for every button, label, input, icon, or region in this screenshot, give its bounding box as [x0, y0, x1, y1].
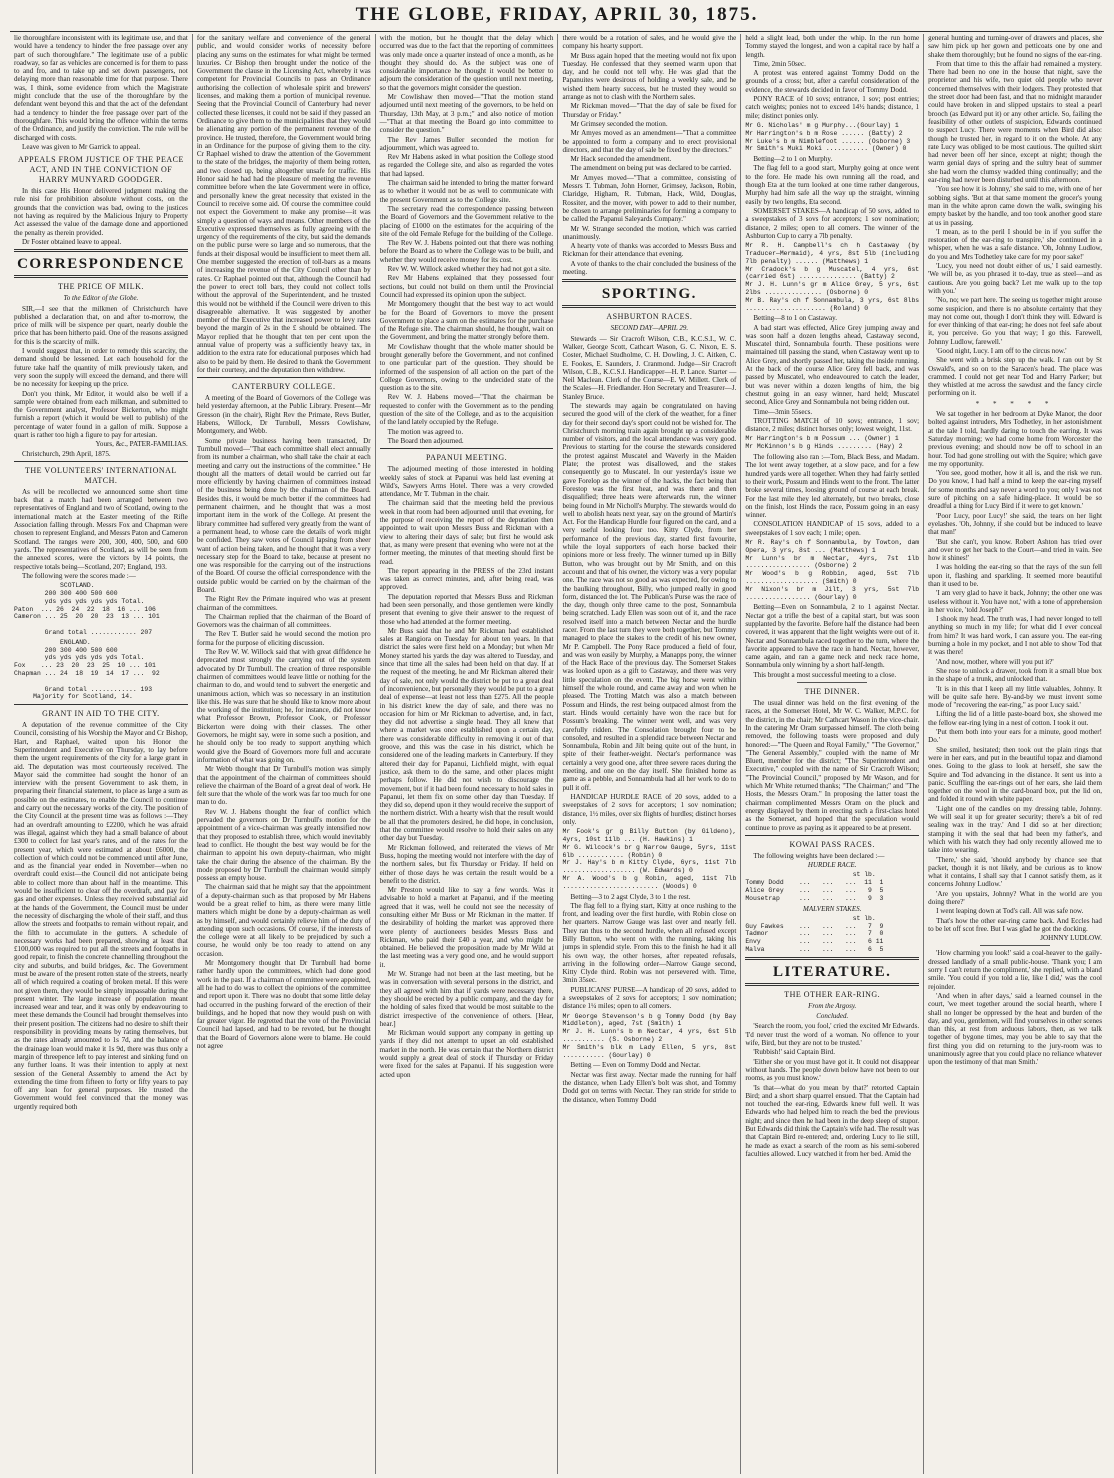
section-divider [745, 983, 919, 986]
article-paragraph: The Rev James Buller seconded the motion for adjournment, which was agreed to. [379, 135, 554, 152]
law-paragraph: Leave was given to Mr Garrick to appeal. [22, 142, 141, 151]
story-concluded: Concluded. [816, 1012, 849, 1021]
story-paragraph: I was holding the ear-ring so that the rays of the sun fell upon it, flashing and sparkling. It seemed more beautiful than it used to be. [928, 563, 1102, 588]
story-paragraph: 'No, no; we part here. The seeing us together might arouse some suspicion, and there is no absolute certainty that they may not come out, though I don't think they will. Edward is for ever thinking of that ear-ring; he does not feel safe about it, you perceive. Go you that way; I go this. Farewell, Johnny Ludlow, farewell.' [928, 296, 1102, 346]
story-paragraph: 'Lucy, you need not doubt either of us,' I said earnestly. 'We will be, as you phrased it to-day, true as steel—and as cautious. Are you going back? Let me walk up to the top with you.' [928, 262, 1102, 295]
article-paragraph: Stewards — Sir Cracroft Wilson, C.B., K.C.S.I., W. C. Walker, George Scott, Cathcart Wason, G. C. Nixon, E. S. Coster, Michael Studholme, C. H. Dowling, J. C. Aitken, C. E. Fookes, E. Saunders, J. Cranmond. Judge—Sir Cracroft Wilson, C.B., K.C.S.I. Handicapper—H. P. Lance. Starter —Neil Maclean. Clerk of the Course—E. W. Millett. Clerk of the Scales—H. Friedlander. Hon Secretary and Treasurer—J. Stanley Bruce. [562, 334, 737, 401]
article-paragraph: The stewards may again be congratulated on having secured the good will of the clerk of the weather, for a finer day for their second day's sport could not be wished for. The Christchurch morning train again brought up a considerable number of visitors, and the local attendance was very good. Previous to starting for the course the stewards considered the protest against Muscatel and Waverly in the Maiden Plate; the protest was disallowed, and the stakes consequently go to Muscatel. In our yesterday's issue we gave Forelop as the winner of the hacks, the fact being that Forestop was the first heat, and was there and then disqualified; three heats were afterwards run, the winner being found in Mr Nicholl's Murphy. The stewards would do well to abolish heats next year, say on the ground of Martin's Act. For the Handicap Hurdle four figured on the card, and a very useful looking four too. Kitty Clyde, from her performance of the previous day, started first favourite, while the loyal supporters of each horse backed their opinions more or less freely. The winner turned up in Billy Button, who was brought out by Mr Smith, and on this account and that of his owner, the victory was a very popular one. The race was not so good as was expected, for owing to the baulking throughout, Billy, who jumped really in good form, distanced the lot. The Publican's Purse was the race of the day, though only three came to the post, Sonnambula being scratched. Lady Ellen was soon out of it, and the race resolved itself into a match between Nectar and the hurdle racer. From the last turn they were both together, but Tommy managed to place the stakes to the credit of his new owner, Mr P. Campbell. The Pony Race produced a field of four, and was won easily by Murphy, a Manapps pony, the winner of the Hack Race of the previous day. The Somerset Stakes was looked upon as a gift to Castaway, and there was very little speculation on the event. The big horse went within himself the whole round, and came away and won when he pleased. The Trotting Match was also a match between Possum and Hinds, the rest being outpaced almost from the start. Hinds would certainly have won the race but for Possum's breaking. The winner went well, and was very carefully ridden. The Consolation brought four to be consoled, and resulted in a splendid race between Nectar and Sonnambula, Robin and Jilt being quite out of the hunt, in spite of their feather-weight. Nectar's performance was certainly a very good one, after three severe races during the meeting, and one on the day itself. She finished home as game as a pebble, and Sonnambula had all her work to do to pull it off. [562, 401, 737, 792]
story-paragraph: 'But she can't, you know. Robert Ashton has tried over and over to get her back to the Court—and tried in vain. See how it shines!' [928, 537, 1102, 563]
section-divider [562, 279, 736, 282]
article-paragraph: A meeting of the Board of Governors of the College was held yesterday afternoon, at the Public Library. Present—Mr Gresson (in the chair), Right Rev the Primate, Revs Butler, Habens, Willock, Dr Turnbull, Messrs Cowlishaw, Montgomery, and Webb. [196, 394, 371, 436]
column-2 [193, 34, 376, 1474]
article-paragraph: Mr W. Strange seconded the motion, which was carried unanimously. [562, 224, 737, 241]
article-paragraph: Mr Cowlishaw thought that the whole matter should be brought generally before the Government, and not confined to one particular part of the question. They should be informed of the suspension of all action on the part of the College Governors, owing to the undecided state of the question as to the site. [379, 342, 554, 393]
article-paragraph: A protest was entered against Tommy Dodd on the grounds of a cross; but, after a careful consideration of the evidence, the stewards decided in favor of Tommy Dodd. [745, 69, 920, 94]
story-paragraph: From that time to this the affair had remained a mystery. There had been no one in the house that night, save the proprietor and his wife, two quiet old people who never concerned themselves with their lodgers. They protested that the street door had been fast, and that no midnight marauder could have broken in and slipped upstairs to steal a pearl brooch (as Edward put it) or any other article. So, failing the feasibility of other outlets of suspicion, Edwards continued to suspect Lucy. There were moments when Bird did also: though he trusted her, in regard to it on the whole. At any rate Lucy was obliged to be most cautious. The quilted skirt had never been off her since, except at night; though the warm genial days of spring and the sultry heat of summer she had worn the clumsy wadded thing continually; and the ear-ring had never been disturbed until this afternoon. [928, 59, 1102, 185]
article-paragraph: Mr Webb thought that Dr Turnbull's motion was simply that the appointment of the chairman of committees should relieve the chairman of the Board of a great deal of work. He felt sure that the whole of the work was far too much for one man to do. [196, 765, 371, 807]
article-paragraph: Rev W. J. Habens thought the fear of conflict which pervaded the governors on Dr Turnbull's motion for the appointment of a vice-chairman was greatly intensified now that they proposed to establish three, which would inevitably lead to conflict. He thought the best way would be for the chairman to appoint his own deputy-chairman, who might take the chair during the absence of the chairman. By the mode proposed by Dr Turnbull the chairman would simply possess an empty house. [196, 807, 371, 883]
hurdle-label: HURDLE RACE. [807, 861, 857, 870]
column-3 [376, 34, 559, 1474]
article-paragraph: The flag fell to a good start, Murphy going at once went to the fore. He made his own running all the road, and though Eta at the turn looked at one time rather dangerous, Murphy had him safe all the way up the straight, winning easily by two lengths, Eta second. [745, 164, 920, 206]
story-paragraph: 'Search the room, you fool,' cried the excited Mr Edwards. 'I'd never trust the word of a woman. No offence to your wife, Bird, but they are not to be trusted.' [745, 1022, 920, 1048]
race-result-table: Mr R. Ray's ch f Sonnambula, by Towton, dam Opera, 3 yrs, 8st ... (Matthews) 1 Mr Lunn's br m Nectar, 4yrs, 7st 1lb ................. (Osborne) 2 Mr Wood's b g Robbin, aged, 5st 7lb ................... (Smith) 0 Mr Nixon's br m Jilt, 3 yrs, 5st 7lb ................. (Gourlay) 0 [745, 539, 920, 601]
section-divider [14, 704, 188, 705]
race-result-table: Mr G. Nicholas' m g Murphy...(Gourlay) 1 Mr Harrington's b m Rose ...... (Batty) 2 Mr Luke's b m Nimblefoot ...... (Osborne) 3 Mr Smith's Muki Moki ........... (Owner) 0 [745, 121, 911, 153]
article-paragraph: The usual dinner was held on the first evening of the races, at the Somerset Hotel, Mr W. C. Walker, M.P.C. for the district, in the chair; Mr Cathcart Wason in the vice-chair. In the catering Mr Oram surpassed himself. The cloth being removed, the following toasts were proposed and duly honored:—"The Queen and Royal Family," "The Governor," "The General Assembly," coupled with the name of Mr Bluett, member for the district; "The Superintendent and Executive," coupled with the name of Sir Cracroft Wilson; "The Provincial Council," proposed by Mr Wason, and for which Mr White returned thanks; "The Chairman;" and "The Hosts, the Messrs Oram." In proposing the latter toast the chairman complimented Messrs Oram on the pluck and energy displayed by them in erecting such a first-class hotel as the Somerset, and hoped that the speculation would continue to prove as paying as it appeared to be at present. [745, 699, 920, 832]
masthead-rule [10, 31, 1104, 32]
article-paragraph: Mr Rickman followed, and reiterated the views of Mr Buss, hoping the meeting would not interfere with the day of the northern sales, but fix Thursday or Friday. If held on either of those days he was certain the result would be a benefit to the district. [379, 843, 554, 885]
column-4 [558, 34, 741, 1474]
story-paragraph: She rose to unlock a drawer, took from it a small blue box in the shape of a trunk, and unlocked that. [928, 666, 1102, 684]
article-paragraph: A bad start was effected, Alice Grey jumping away and was soon half a dozen lengths ahead, Castaway second, Muscatel third, Sonnambula fourth. These positions were maintained till passing the stand, when Castaway went up to Alice Grey, and shortly passed her, taking the inside running. At the back of the course Alice Grey fell back, and was passed by Muscatel, who endeavoured to catch the leader, but was never within a dozen lengths of him, the big chestnut going in an easy winner, hard held; Muscatel second, Alice Grey and Sonnambula not being ridden out. [745, 323, 920, 407]
article-paragraph: Some private business having been transacted, Dr Turnbull moved—"That each committee shall elect annually from its number a chairman, who shall take the chair at each meeting and carry out the instructions of the committee." He thought all the matters of detail would be carried out far more efficiently by having chairmen of committees instead of the business being done by the chairman of the Board. Besides this, it would be much better if the committees had permanent chairmen, and he thought that was a most important item in the work of the College. At present the library committee had suffered very greatly from the want of a permanent head, to whose care the details of work might be confided. They saw votes of Council lapsing from sheer want of action being taken, and he thought that it was a very necessary step for the Board to take, because at present no one was responsible for the carrying out of the instructions of the Board. Of course the official correspondence with the outside public would be carried on by the chairman of the Board. [196, 436, 371, 594]
letter-signature: Yours, &c., PATER-FAMILIAS. [95, 440, 188, 449]
section-divider [14, 249, 188, 252]
england-score-table: ENGLAND. 200 300 400 500 600 yds yds yds yds yds Total. Fox ... 23 20 23 25 10 ... 101 Chapman ... 24 18 19 14 17 ... 92 Grand total ............ 193 Majority for Scotland, 14. [14, 638, 160, 701]
hurdle-weights-table: st lb. Tommy Dodd ... ... ... 11 1 Alice Grey ... ... ... 9 5 Mousetrap ... ... ... 9 3 [745, 871, 884, 902]
article-paragraph: The following were the scores made :— [22, 571, 136, 580]
article-paragraph: Mr Buss said that he and Mr Rickman had established sales at Rangiora on Tuesday for about ten years. In that district the sales were first held on a Monday; but when Mr Money started his yards the day was altered to Tuesday, and since that time all the sales had been held on that day. If at the request of the meeting, he and Mr Rickman altered their day of sale, not only would the district be put to a great deal of inconvenience, but personally they would be put to a great deal of expense—at least not less than £275. All the people in his district knew the day of sale, and there was no occasion for him or Mr Rickman to advertise, and, in fact, they did not advertise a single head. They all knew that where a market was once established upon a certain day, there was considerable difficulty in removing it out of that groove, and this was the case in his district, which he considered one of the leading markets in Canterbury. If they altered their day for Papanui, Lichfield might, with equal justice, ask them to do the same, and other places might perhaps follow. He did not wish to discourage the movement, but if it had been found necessary to hold sales in Papanui, let them fix on some other day than Tuesday. If they did so, depend upon it they would receive the support of the northern district. With a hearty wish that the result would be all that the promoters desired, he did hope, in conclusion, that the committee would resolve to hold their sales on any other day but Tuesday. [379, 626, 554, 843]
section-divider [980, 945, 1050, 946]
article-paragraph: Rev Mr Habens asked in what position the College stood as regarded the College site, and also as regarded the votes that had lapsed. [379, 153, 554, 178]
story-paragraph: She went with a brisk step up the walk. I ran out by St Oswald's, and so on to the Saracen's head. The place was crammed. I could not get near Tod and Harry Parker; but they whistled at me across the sawdust and the fancy circle performing on it. [928, 356, 1102, 398]
article-paragraph: A hearty vote of thanks was accorded to Messrs Buss and Rickman for their attendance that evening. [562, 242, 737, 259]
article-paragraph: The Rev W. J. Habens pointed out that there was nothing before the Board as to where the College was to be built, and whether they would receive money for its cost. [379, 239, 554, 264]
letter-paragraph: SIR,—I see that the milkmen of Christchurch have published a declaration that, on and after to-morrow, the price of milk will be sixpence per quart, nearly double the price that has been hitherto paid. One of the reasons assigned for this is the scarcity of milk. [14, 304, 188, 346]
article-paragraph: The Rev W. W. Willock said that with great diffidence he deprecated most strongly the carrying out of the system advocated by Dr Turnbull. The creation of three responsible chairmen of committees would leave little or nothing for the chairman to do, and would tend to subvert the energetic and unanimous action, which was so necessary in an institution like this. He was sure that he should like to know more about the working of the institution; he, for instance, did not know what Professor Brown, Professor Cook, or Professor Bickerton were doing with their classes. The other Governors, he might say, were in some such a position, and he should only be too ready to support anything which would give the Board of Governors more full and accurate information of what was going on. [196, 648, 371, 764]
article-paragraph: Mr Montgomery thought that the best way to act would be for the Board of Governors to move the present Government to place a sum on the estimates for the purchase of the Refuge site. The chairman should, he thought, wait on the Government, and bring the matter strongly before them. [379, 300, 554, 342]
column-5 [741, 34, 924, 1474]
article-paragraph: Time, 2min 50sec. [753, 59, 806, 68]
story-paragraph: 'Either she or you must have got it. It could not disappear without hands. The people down below have not been to our rooms, as you must know.' [745, 1057, 920, 1083]
story-paragraph: 'I am very glad to have it back, Johnny; the other one was useless without it. You have not,' with a tone of apprehension in her voice, 'told Joseph?' [928, 589, 1102, 614]
race-conditions: PUBLICANS' PURSE—A handicap of 20 sovs, added to a sweepstakes of 2 sovs for acceptors; 1 sov nomination; distance 1¼ miles; open to all comers. [562, 985, 737, 1011]
article-paragraph: Nectar was first away. Nectar made the running for half the distance, when Lady Ellen's bolt was shot, and Tommy Dodd got on terms with Nectar. They ran stride for stride to the distance, when Tommy Dodd [562, 1070, 737, 1104]
article-paragraph: A deputation of the revenue committee of the City Council, consisting of his Worship the Mayor and Cr Bishop, Hart, and Raphael, waited upon his Honor the Superintendent and Executive on Thursday, to lay before them the urgent requirements of the city for a large grant in aid. The deputation was most courteously received. The Mayor said the committee had sought the honor of an interview with the present Government to ask them, in preparing their financial statement, to place as large a sum as possible on the estimates, to enable the Council to continue and carry out the necessary works of the city. The position of the City Council at the present time was as follows :—They had an overdraft amounting to £2200, which he was afraid was illegal, against which they had a small balance of about £300 to collect for last year's rates, and of the rates for the present year, which were estimated at about £6000, the collection of which could not be commenced until after June, and as the financial year ended in November—when no overdraft could exist—the Council did not anticipate being able to collect more than about half in the meantime. This would be insufficient to clear off the overdraft, and pay for gas and other expenses. Unless they received substantial aid at the hands of the Government, the Council must be under the necessity of discharging the whole of their staff, and thus allow the streets and footpaths to remain without repair, and the filth to accumulate in the gutters. A schedule of necessary works had been prepared, showing at least that £100,000 was required to put all the streets and footpaths in good repair, to finish the concrete channelling throughout the city and suburbs, and build bridges, &c. The Government must be aware of the present rotten state of the streets, nearly all of which required a coating of broken metal. If this were not given them, they would be simply impassable during the present winter. The large increase of population meant increased wear and tear, and it was only by endeavouring to meet these demands the Council had brought themselves into their present position. The citizens had no desire to shift their responsibility in providing means by rating themselves, but as the rates already amounted to 1s 7d, and the balance of the drainage loan would make it 1s 9d, there was thus only a margin of threepence left to pay interest and sinking fund on any further loans. It was their intention to apply at next session of the General Assembly to amend the Act by extending the time from fifteen to forty or fifty years to pay off any loan for general purposes. He trusted the Government would feel convinced that the money was urgently required both [14, 721, 188, 1111]
story-paragraph: 'Light one of the candles on my dressing table, Johnny. We will seal it up for greater security; there's a bit of red sealing wax in the tray.' And I did so at her direction; stamping it with the seal that had been my father's, and which with his watch they had only recently allowed me to take into wearing. [928, 804, 1102, 855]
article-paragraph: Mr Cowlishaw then moved—"That the motion stand adjourned until next meeting of the governors, to be held on Thursday, 13th May, at 3 p.m.;" and also notice of motion—"That at that meeting the Board go into committee to consider the question." [379, 93, 554, 135]
section-divider [14, 461, 188, 462]
article-paragraph: The Chairman replied that the chairman of the Board of Governors was the chairman of all committees. [196, 612, 371, 630]
columns [10, 34, 1106, 1474]
correspondence-heading: CORRESPONDENCE [17, 256, 185, 273]
letter-addressee: To the Editor of the Globe. [63, 294, 139, 303]
section-divider [562, 305, 736, 308]
law-paragraph: lie thoroughfare inconsistent with its legitimate use, and that would have a tendency to hinder the free passage over any part of such thoroughfare." The legitimate use of a public roadway, so far as vehicles are concerned is for them to pass to and fro, and to take up and set down passengers, not delaying more than reasonable time for that purpose. There was, I think, some evidence from which the Magistrate might conclude that the use of the thoroughfare by the defendant went beyond this and that the act of the defendant had a tendency to hinder the free passage over part of the thoroughfare. This would bring the offence within the terms of the Ordinance, and justify the conviction. The rule will be discharged with costs. [14, 34, 188, 142]
scotland-score-table: SCOTLAND. 200 300 400 500 600 yds yds yds yds yds Total. Paton ... 26 24 22 18 16 ... 106 Cameron ... 25 20 20 23 13 ... 101 Grand total ............ 207 [14, 582, 160, 636]
college-heading: CANTERBURY COLLEGE. [232, 382, 336, 392]
article-paragraph: The Right Rev the Primate inquired who was at present chairman of the committees. [196, 595, 371, 612]
section-divider [380, 448, 554, 449]
article-paragraph: Mr Rickman would support any company in getting up yards if they did not attempt to upset an old established market in the north. He was certain that the Northern district would supply a great deal of stock if Thursday or Friday were fixed for the sales at Papanui. If his suggestion were acted upon [379, 1029, 554, 1079]
race-day-label: SECOND DAY—APRIL 29. [610, 324, 689, 333]
article-paragraph: The following weights have been declared :— [753, 851, 885, 860]
malvern-weights-table: st lb. Guy Fawkes ... ... ... 7 9 Tadmor ... ... ... 7 0 Envy ... ... ... 6 11 Malva ... ... ... 6 5 [745, 914, 884, 954]
article-paragraph: Mr Amyes moved as an amendment—"That a committee be appointed to form a company and to erect provisional directors, and that the day of sale be fixed by the directors." [562, 129, 737, 154]
race-result-table: Mr George Stevenson's b g Tommy Dodd (by Bay Middleton), aged, 7st (Smith) 1 Mr J. H. Lunn's b m Nectar, 4 yrs, 6st 5lb ........... (S. Osborne) 2 Mr Smith's blk m Lady Ellen, 5 yrs, 8st ........... (Gourlay) 0 [562, 1012, 737, 1059]
story-paragraph: I shook my head. The truth was, I had never longed to tell anything so much in my life; for what did I ever conceal from him? It was hard work, I can assure you. The ear-ring burning a hole in my pocket, and I not able to show Tod that it was there! [928, 615, 1102, 657]
volunteers-heading: THE VOLUNTEERS' INTERNATIONAL MATCH. [25, 465, 177, 485]
story-signature: JOHNNY LUDLOW. [1040, 934, 1102, 943]
story-paragraph: 'You see, good mother, how it all is, and the risk we run. Do you know, I had half a mind to keep the ear-ring myself for some months and say never a word to you; only I was not sure of pitching on a safe hiding-place. It would be so dreadful a thing for Lucy Bird if it were to get known.' [928, 469, 1102, 511]
race-conditions: HANDICAP HURDLE RACE of 20 sovs, added to a sweepstakes of 2 sovs for acceptors; 1 sov nomination; distance, 1½ miles, over six flights of hurdles; distinct horses only. [562, 792, 737, 826]
literature-heading: LITERATURE. [773, 963, 892, 980]
story-paragraph: 'There,' she said, 'should anybody by chance see that packet, though it is not likely, and be curious as to know what it contains, I shall say that I cannot satisfy them, as it concerns Johnny Ludlow.' [928, 855, 1102, 889]
section-divider [197, 377, 371, 378]
article-paragraph: Betting—2 to 1 on Murphy. [753, 155, 833, 164]
letter-paragraph: Don't you think, Mr Editor, it would also be well if a sample were obtained from each milkman, and submitted to the Government analyst, Professor Bickerton, who might furnish a report (which it would be well to publish) of the percentage of water found in a gallon of milk. Suppose a quart is rather too high a figure to pay for artesian. [14, 389, 188, 439]
story-source: From the Argosy. [808, 1001, 857, 1010]
article-paragraph: Rev W. W. Willock asked whether they had not got a site. [387, 265, 551, 274]
article-paragraph: Mr Rickman moved—"That the day of sale be fixed for Thursday or Friday." [562, 102, 737, 119]
section-divider [14, 275, 188, 278]
article-paragraph: held a slight lead, both under the whip. In the run home Tommy stayed the longest, and won a capital race by half a length. [745, 34, 920, 59]
article-paragraph: Rev W. J. Habens moved—"That the chairman be requested to confer with the Government as to the pending question of the site of the College, and as to the acquisition of the land lately occupied by the Refuge. [379, 393, 554, 427]
article-paragraph: there would be a rotation of sales, and he would give the company his hearty support. [562, 34, 737, 51]
letter-date: Christchurch, 29th April, 1875. [22, 449, 111, 458]
article-paragraph: Betting—8 to 1 on Castaway. [753, 314, 837, 323]
race-result-table: Mr R. H. Campbell's ch h Castaway (by Traducer—Mermaid), 4 yrs, 8st 5lb (including 7lb penalty) ...... (Matthews) 1 Mr Cradock's b g Muscatel, 4 yrs, 6st (carried 6st) ............... (Batty) 2 Mr J. H. Lunn's gr m Alice Grey, 5 yrs, 6st 2lbs ............... (Osborne) 0 Mr B. Ray's ch f Sonnambula, 3 yrs, 6st 8lbs ..................... (Roland) 0 [745, 242, 920, 312]
story-paragraph: 'Are you upstairs, Johnny? What in the world are you doing there?' [928, 889, 1102, 906]
column-6 [924, 34, 1106, 1474]
letter-heading: THE PRICE OF MILK. [57, 282, 144, 292]
article-paragraph: The adjourned meeting of those interested in holding weekly sales of stock at Papanui was held last evening at Wild's, Sawyers Arms Hotel. There was a very crowded attendance, Mr T. Tubman in the chair. [379, 465, 554, 499]
article-paragraph: Mr Preston would like to say a few words. Was it advisable to hold a market at Papanui, and if the meeting agreed that it was, well he could not see the necessity of consulting either Mr Buss or Mr Rickman in the matter. If the desirability of holding the market was approved there were plenty of auctioneers besides Messrs Buss and Rickman, who paid their £40 a year, and who might be obtained. He believed the proposition made by Mr Wild at the last meeting was a very good one, and he would support it. [379, 886, 554, 969]
masthead-title: THE GLOBE, FRIDAY, APRIL 30, 1875. [355, 4, 759, 25]
article-paragraph: for the sanitary welfare and convenience of the general public, and would consider works of necessity before placing any sums on the estimates for what might be termed luxuries. Cr Bishop then brought under the notice of the Government the clause in the Licensing Act, whereby it was competent for Provincial Councils to pass an Ordinance authorising the collection of wholesale spirit and brewers' licenses, and making them a portion of municipal revenue. Seeing that the Provincial Council of Canterbury had never collected these licenses, it could not be said if they passed an Ordinance to give them to the municipalities that they would be alienating any portion of the permanent revenue of the province. He trusted, therefore, the Government would bring in an Ordinance for the purpose of giving them to the city. Cr Raphael wished to draw the attention of the Government to the state of the bridges, the majority of them being rotten, and two closed up, being altogether unsafe for traffic. His Honor said he had had the pleasure of meeting the revenue committee before when the late Government were in office, and personally knew the great necessity that existed in the Council to receive some aid. Of course the committee could not expect the Government to make any promise—it was simply a question of ways and means. Other members of the Executive expressed themselves as fully agreeing with the urgency of the requirements of the city, but said the demands on the public purse were so large and so numerous, that the funds at their disposal would be insufficient to meet them all. One member suggested the erection of toll-bars as a means of increasing the revenue of the City Council other than by rates. Cr Raphael pointed out that, although the Council had the power to erect toll bars, they could not collect tolls without the approval of the Superintendent, and he trusted this would not be withheld if the Council were driven to this disagreeable alternative. It was suggested by another member of the Executive that increased power to levy rates beyond the margin of 2s in the £ should be obtained. The Mayor replied that he thought that ten per cent upon the annual value of property was a sufficiently heavy tax, in addition to the extra rate for educational purposes which had also to be paid by them. He desired to thank the Government for their courtesy, and the deputation then withdrew. [196, 34, 371, 374]
story-paragraph: 'You see how it is Johnny,' she said to me, with one of her sobbing sighs. 'But at that same moment the grocer's young man in the white apron came down the walk, swinging his empty basket by the handle, and too took another good stare at us in passing. [928, 185, 1102, 227]
race-conditions: TROTTING MATCH of 10 sovs; entrance, 1 sov; distance, 2 miles; distinct horses only; lowest weight, 11st. [745, 416, 920, 434]
column-1 [10, 34, 193, 1474]
article-paragraph: Mr Montgomery thought that Dr Turnbull had borne rather hardly upon the committees, which had done good work in the past. If a chairman of committee were appointed, all he had to do was to collect the opinions of the committee and report upon it. There was no doubt that some little delay had occurred in the pushing forward of the erection of their buildings, and he hoped that now they would push on with far greater vigor. He regretted that the vote of the Provincial Council had lapsed, and had to be revoted, but he thought that the Board of Governors alone were to blame. He could not agree [196, 959, 371, 1051]
grant-heading: GRANT IN AID TO THE CITY. [42, 709, 160, 719]
story-paragraph: 'Rubbish!' said Captain Bird. [753, 1048, 836, 1057]
race-conditions: PONY RACE of 10 sovs; entrance, 1 sov; post entries; catch weights; ponies not to exceed 14½ hands; distance, 1 mile; distinct ponies only. [745, 95, 920, 120]
story-paragraph: She smiled, hesitated; then took out the plain rings that were in her ears, and put in the beautiful topaz and diamond ones. Going to the glass to look at herself, she saw the Squire and Tod advancing in the distance. It sent us into a panic. Scuffling the ear-rings out of her ears, she laid them together on the wool in the card-board box, put the lid on, and folded it round with white paper. [928, 745, 1102, 804]
anecdote-paragraph: 'And when in after days,' said a learned counsel in the court, 'we meet together around the social hearth, where I shall no longer be oppressed by the heat and burden of the day, and you, gentlemen, will find yourselves in other scenes than this, at rest from arduous labors, then, as we talk together of bygone times, may you be able to say that the first thing you did on returning to the jury-room was to unanimously agree that you could place no reliance whatever upon the testimony of that man Smith.' [928, 991, 1102, 1067]
story-paragraph: 'Put them both into your ears for a minute, good mother! Do.' [928, 728, 1102, 745]
article-paragraph: The chairman said he intended to bring the matter forward as to whether it would not be as well to communicate with the present Government as to the College site. [379, 179, 554, 204]
race-result-table: Mr Fook's gr g Billy Button (by Gildeno), 4yrs, 10st 11lb ... (H. Hawkins) 1 Mr G. Wilcock's br g Narrow Gauge, 5yrs, 11st 6lb ............ (Robin) 0 Mr J. Hay's b m Kitty Clyde, 6yrs, 11st 7lb ................... (W. Edwards) 0 Mr A. Wood's b g Robin, aged, 11st 7lb ......................... (Woods) 0 [562, 828, 737, 890]
race-conditions: CONSOLATION HANDICAP of 15 sovs, added to a sweepstakes of 1 sov each; 1 mile; open. [745, 520, 920, 537]
article-paragraph: Mr W. Strange had not been at the last meeting, but he was in conversation with several persons in the district, and they all agreed with him that if yards were necessary there, they should be erected by a public company, and the day for the holding of sales fixed that would be most suitable to the district irrespective of the convenience of others. [Hear, hear.] [379, 970, 554, 1028]
story-paragraph: 'Poor Lucy, poor Lucy!' she said, the tears on her light eyelashes. 'Oh, Johnny, if she could but be induced to leave that man!' [928, 511, 1102, 537]
article-paragraph: The amendment on being put was declared to be carried. [570, 164, 732, 173]
article-paragraph: Betting—3 to 2 agst Clyde, 3 to 1 the rest. [570, 892, 691, 901]
story-paragraph: 'And now, mother, where will you put it?' [936, 657, 1054, 666]
section-stars: * * * * * [975, 399, 1055, 408]
article-paragraph: The motion was agreed to. [387, 427, 464, 436]
article-paragraph: Time—3min 55secs. [753, 407, 813, 416]
papanui-heading: PAPANUI MEETING. [425, 453, 508, 463]
article-paragraph: The Board then adjourned. [387, 436, 464, 445]
race-conditions: SOMERSET STAKES—A handicap of 50 sovs, added to a sweepstakes of 3 sovs for acceptors; 1 sov nomination; distance, 2 miles; open to all comers. The winner of the Ashburton Cup to carry a 7lb penalty. [745, 206, 920, 240]
letter-paragraph: I would suggest that, in order to remedy this scarcity, the demand should be lessened. Let each household for the future take half the quantity of milk previously taken, and very soon the supply will exceed the demand, and there will be no necessity for keeping up the price. [14, 347, 188, 389]
case-subheading: APPEALS FROM JUSTICE OF THE PEACE ACT, AND IN THE CONVICTION OF HARRY MUNYARD GOODGER. [17, 155, 184, 185]
story-paragraph: 'It is in this that I keep all my little valuables, Johnny. It will be quite safe here. By-and-by we must invent some mode of "recovering the ear-ring," as poor Lucy said.' [928, 684, 1102, 710]
story-paragraph: 'Is that—what do you mean by that?' retorted Captain Bird; and a short sharp quarrel ensued. That the Captain had not touched the ear-ring, Edwards knew full well. It was Edwards who had helped him to reach the bed the previous night; and since then he had been in the deep sleep of stupor. But Edwards did think the Captain's wife had. The result was that Captain Bird re-entered; and, ordering Lucy to lie still, he made as exact a search of the room as his semi-sobered faculties allowed. Lucy watched it from her bed. Amid the [745, 1083, 920, 1158]
story-paragraph: general hunting and turning-over of drawers and places, she saw him pick up her gown and petticoats one by one and shake them thoroughly; but he found no signs of the ear-ring. [928, 34, 1102, 59]
kowai-heading: KOWAI PASS RACES. [789, 839, 875, 849]
article-paragraph: Mr Grimsey seconded the motion. [570, 119, 668, 128]
article-paragraph: Mr Amyes moved—"That a committee, consisting of Messrs T. Tubman, John Horner, Grimsey, Jackson, Robin, Claridge, Higham, R. Tubman, Hack, Wild, Douglas, Rossiter, and the mover, with power to add to their number, be chosen to arrange preliminaries for forming a company to be called the Papanui Saleyards Company." [562, 173, 737, 224]
article-paragraph: The report appearing in the PRESS of the 23rd instant was taken as correct minutes, and, after being read, was approved. [379, 566, 554, 592]
article-paragraph: with the motion, but he thought that the delay which occurred was due to the fact that the reporting of committees was only made once a quarter instead of once a month, as he thought they should do. As the subject was one of considerable importance he thought it would be better to adjourn the consideration of the question until next meeting, so that the governors might consider the question. [379, 34, 554, 92]
story-paragraph: 'Good night, Lucy. I am off to the circus now.' [936, 346, 1067, 355]
article-paragraph: As will be recollected we announced some short time back that a match had been arranged between two representatives of England and two of Scotland, owing to the international match at the Easter meeting of the Rifle Association falling through. Messrs Fox and Chapman were chosen to represent England, and Messrs Paton and Cameron Scotland. The ranges were 200, 300, 400, 500, and 600 yards. The representatives of Scotland, as will be seen from the annexed scores, were the victors by 14 points, the respective totals being—Scotland, 207; England, 193. [14, 487, 188, 571]
anecdote-paragraph: 'How charming you look!' said a coal-heaver to the gaily-dressed landlady of a small public-house. 'Thank you; I am sorry I can't return the compliment,' she replied, with a bland smile. 'You could if you told a lie, like I did,' was the cool rejoinder. [928, 949, 1102, 991]
article-paragraph: The Rev T. Butler said he would second the motion pro forma for the purpose of eliciting discussion. [196, 630, 371, 647]
law-paragraph: In this case His Honor delivered judgment making the rule nisi for prohibition absolute without costs, on the grounds that the conviction was bad, owing to the justices not having as required by the Malicious Injury to Property Act assessed the value of the damage done and apportioned the penalty as therein provided. [14, 187, 188, 237]
ashburton-heading: ASHBURTON RACES. [606, 312, 693, 322]
article-paragraph: The flag fell to a flying start, Kitty at once rushing to the front, and leading over the first hurdle, with Robin close on her quarters. Narrow Gauge was last over and nearly fell. They ran thus to the second hurdle, when all refused except Billy Button, who went on with the running, taking his jumps in splendid style. From this to the finish he had it all his own way, the other horses, after repeated refusals, arriving in the following order—Narrow Gauge second, Kitty Clyde third. Robin was not persevered with. Time, 3min 35sec. [562, 901, 737, 985]
article-paragraph: This brought a most successful meeting to a close. [753, 670, 897, 679]
article-paragraph: Betting—Even on Sonnambula, 2 to 1 against Nectar. Nectar got a trifle the best of a capital start, but was soon supplanted by the favorite. Before half the distance had been covered, it was apparent that the light weights were out of it. Nectar and Sonnambula raced together to the turn, where the favorite appeared to have the race in hand. Nectar, however, came again, and ran a game neck and neck race home, Sonnambula only winning by a short half-length. [745, 603, 920, 670]
article-paragraph: The following also ran :—Tom, Black Bess, and Madam. The lot went away together, at a slow pace, and for a few hundred yards were all together. When they had fairly settled to their work, Possum and Hinds went to the front. The latter broke several times, loosing ground of course at each break. For the last mile they led alternately, but two breaks, close on the finish, lost Hinds the race, Possum going in an easy winner. [745, 453, 920, 520]
section-divider [745, 957, 919, 960]
article-paragraph: Rev Mr Habens explained that they possessed four sections, but could not build on them until the Provincial Council had expressed its opinion upon the subject. [379, 274, 554, 299]
race-result-table: Mr Harrington's b m Possum ... (Owner) 1 Mr McKinnon's b g Hinds ......... (Hay) 2 [745, 435, 903, 451]
story-paragraph: That's how the other ear-ring came back. And Eccles had to be let off scot free. But I was glad he got the docking. [928, 916, 1102, 933]
story-paragraph: We sat together in her bedroom at Dyke Manor, the door bolted against intruders, Mrs Todhetley, in her astonishment at the tale I told, hardly daring to touch the earring. It was Saturday morning; we had come home from Worcester the previous evening; and should now be off to school in an hour. Tod had gone strolling out with the Squire; which gave me my opportunity. [928, 410, 1102, 468]
sporting-heading: SPORTING. [601, 286, 697, 303]
dinner-heading: THE DINNER. [804, 687, 860, 697]
story-paragraph: Lifting the lid of a little paste-board box, she showed me the fellow ear-ring lying in a nest of cotton. I took it out. [928, 710, 1102, 727]
article-paragraph: The deputation reported that Messrs Buss and Rickman had been seen personally, and those gentlemen were kindly present that evening to give their answer to the request of those who had attended at the former meeting. [379, 592, 554, 626]
story-paragraph: 'I mean, as to the peril I should be in if you suffer the restoration of the ear-ring to transpire,' she continued in a whisper, when he was a safe distance. 'Oh, Johnny Ludlow, do you and Mrs Todhetley take care for my poor sake!' [928, 227, 1102, 261]
article-paragraph: Mr Hack seconded the amendment. [570, 155, 672, 164]
article-paragraph: Betting — Even on Tommy Dodd and Nectar. [570, 1061, 701, 1070]
section-divider [745, 835, 919, 836]
story-paragraph: I went leaping down at Tod's call. All was safe now. [936, 907, 1084, 916]
article-paragraph: A vote of thanks to the chair concluded the business of the meeting. [562, 259, 737, 277]
story-title: THE OTHER EAR-RING. [784, 989, 881, 999]
article-paragraph: The secretary read the correspondence passing between the Board of Governors and the Government relative to the placing of £1000 on the estimates for the acquiring of the site of the old Female Refuge for the building of the College. [379, 204, 554, 238]
article-paragraph: The chairman said that the meeting held the previous week in that room had been adjourned until that evening, for the purpose of receiving the report of the deputation then appointed to wait upon Messrs Buss and Rickman with a view to altering their days of sale; but first he would ask that, as many were present that evening who were not at the former meeting, the minutes of that meeting should first be read. [379, 499, 554, 566]
law-paragraph: Dr Foster obtained leave to appeal. [22, 237, 122, 246]
malvern-label: MALVERN STAKES. [803, 904, 862, 913]
article-paragraph: Mr Buss again hoped that the meeting would not fix upon Tuesday. He confessed that they seemed warm upon that day, and he could not tell why. He was glad that the Papanuites were desirous of holding a weekly sale, and he wished them hearty success, but he trusted they would so arrange as not to clash with the Northern sales. [562, 51, 737, 102]
article-paragraph: The chairman said that he might say that the appointment of a deputy-chairman such as that proposed by Mr Habens would be a great relief to him, as there were many little matters which might be done by a deputy-chairman as well as by himself, and would certainly relieve him of the duty of attending upon such occasions. Of course, if the interests of the college were at all likely to be prejudiced by such a course, he would only be too ready to attend on any occasion. [196, 883, 371, 958]
section-divider [797, 682, 867, 683]
